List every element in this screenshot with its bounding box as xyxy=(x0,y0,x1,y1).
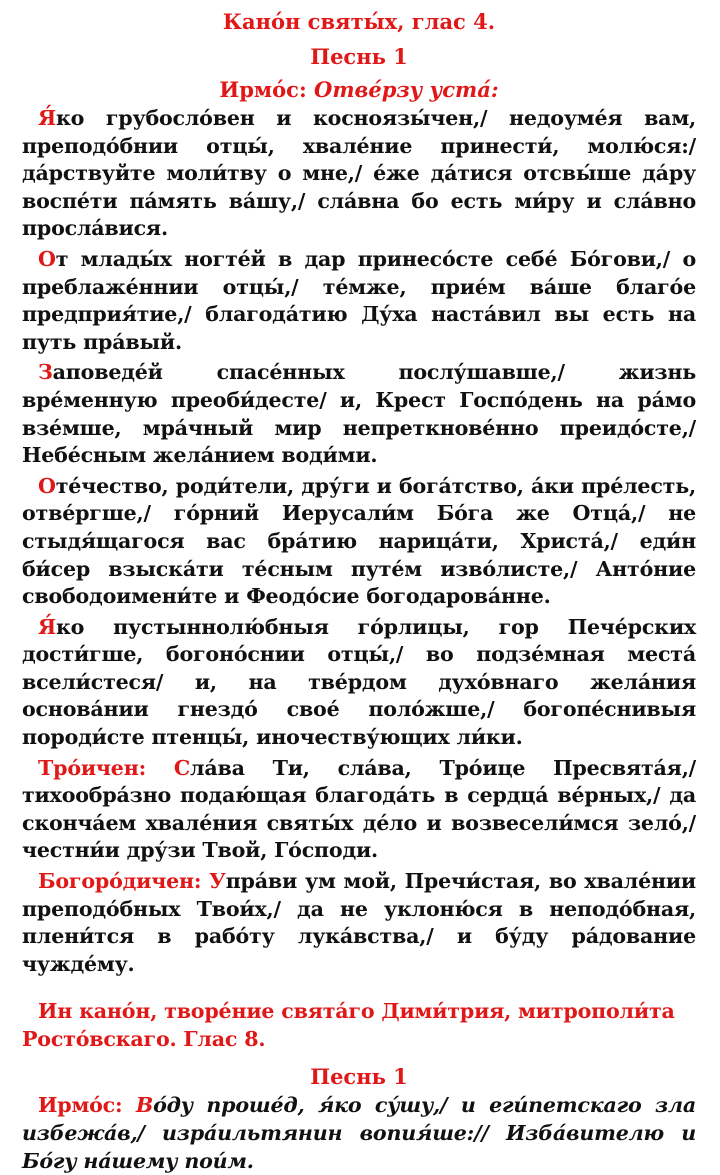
troparion-text: ко пустыннолю́бныя го́рлицы, гор Пече́рских дости́гше, богоно́снии отцы́,/ во подзе́мная места́ всели́стеся/ и, на тве́рдом духо́внаго жела́ния основа́нии гнездо́ свое́ поло́жше,/ богопе́снивыя породи́сте птенцы́, иночеству́ющих ли́ки. xyxy=(22,614,696,750)
initial-letter: Я́ xyxy=(38,614,56,639)
troparion-text: ко грубосло́вен и косноязы́чен,/ недоуме́я вам, преподо́бнии отцы́, хвале́ние принести́, молю́ся:/ да́рствуйте моли́тву о мне,/ е́же да́тися отсвы́ше да́ру воспе́ти па́мять ва́шу,/ сла́вна бо есть ми́ру и сла́вно просла́вися. xyxy=(22,106,696,241)
troparion-1 xyxy=(22,105,696,243)
troparion-text: т млады́х ногте́й в дар принесо́сте себе́ Бо́гови,/ о преблаже́ннии отцы́,/ те́мже, прие́м ва́ше благо́е предприя́тие,/ благода́тию Ду́ха наста́вил вы есть на путь пра́вый. xyxy=(22,246,696,354)
troparion-text: те́чество, роди́тели, дру́ги и бога́тство, а́ки пре́лесть, отве́ргше,/ го́рний Иерусали́м Бо́га же Отца́,/ не стыдя́щагося вас бра́тию нарица́ти, Христа́,/ еди́н би́сер взыска́ти те́сным путе́м изво́листе,/ Анто́ние свободоимени́те и Феодо́сие богодарова́нне. xyxy=(22,473,696,609)
initial-letter: О xyxy=(38,246,56,271)
trinity-label: Тро́ичен: xyxy=(38,755,146,780)
irmos-label-2: Ирмо́с: xyxy=(38,1093,123,1118)
irmos-heading xyxy=(22,76,696,104)
initial-letter: О xyxy=(38,473,56,498)
trinity-hymn xyxy=(22,755,696,865)
troparion-text: пра́ви ум мой, Пречи́стая, во хвале́нии преподо́бных Твои́х,/ да не уклоню́ся в неподо́бная, плени́тся в рабо́ту лука́вства,/ и бу́ду ра́дование чужде́му. xyxy=(22,869,696,976)
song-heading-2: Песнь 1 xyxy=(310,1064,408,1090)
second-canon-title: Ин кано́н, творе́ние свята́го Дими́трия, митрополи́та Росто́вскаго. Глас 8. xyxy=(22,999,675,1052)
initial-letter: С xyxy=(173,755,191,780)
spacer xyxy=(22,1053,696,1063)
initial-letter: З xyxy=(38,360,53,385)
irmos-text: Отве́рзу уста́: xyxy=(314,77,499,102)
song-heading: Песнь 1 xyxy=(310,44,408,69)
troparion-3 xyxy=(22,359,696,469)
troparion-text: аповеде́й спасе́нных послу́шавше,/ жизнь вре́менную преоби́десте/ и, Крест Госпо́день на ра́мо взе́мше, мра́чный мир непреткнове́нно преидо́сте,/ Небе́сным жела́нием води́ми. xyxy=(22,360,696,468)
canon-title: Кано́н святы́х, глас 4. xyxy=(222,9,496,34)
theotokion-label: Богоро́дичен: xyxy=(38,869,202,894)
irmos-2 xyxy=(22,1092,696,1175)
theotokion xyxy=(22,868,696,978)
initial-letter: У xyxy=(209,869,226,894)
initial-letter: В xyxy=(135,1093,154,1118)
initial-letter: Я́ xyxy=(38,106,56,130)
spacer xyxy=(22,981,696,997)
irmos-text-2: о́ду проше́д, я́ко су́шу,/ и еги́петскаго зла избежа́в,/ изра́ильтянин вопия́ше:// Изба́вителю и Бо́гу на́шему пои́м. xyxy=(22,1093,696,1173)
troparion-4 xyxy=(22,473,696,611)
troparion-text: ла́ва Ти, сла́ва, Тро́ице Пресвята́я,/ тихообра́зно подаю́щая благода́ть в сердца́ ве́рных,/ да сконча́ем хвале́ния святы́х де́ло и возвесели́мся зело́,/ честни́и дру́зи Твой, Го́споди. xyxy=(22,755,696,863)
troparion-5 xyxy=(22,614,696,752)
troparion-2 xyxy=(22,246,696,356)
irmos-label: Ирмо́с: xyxy=(219,77,307,102)
